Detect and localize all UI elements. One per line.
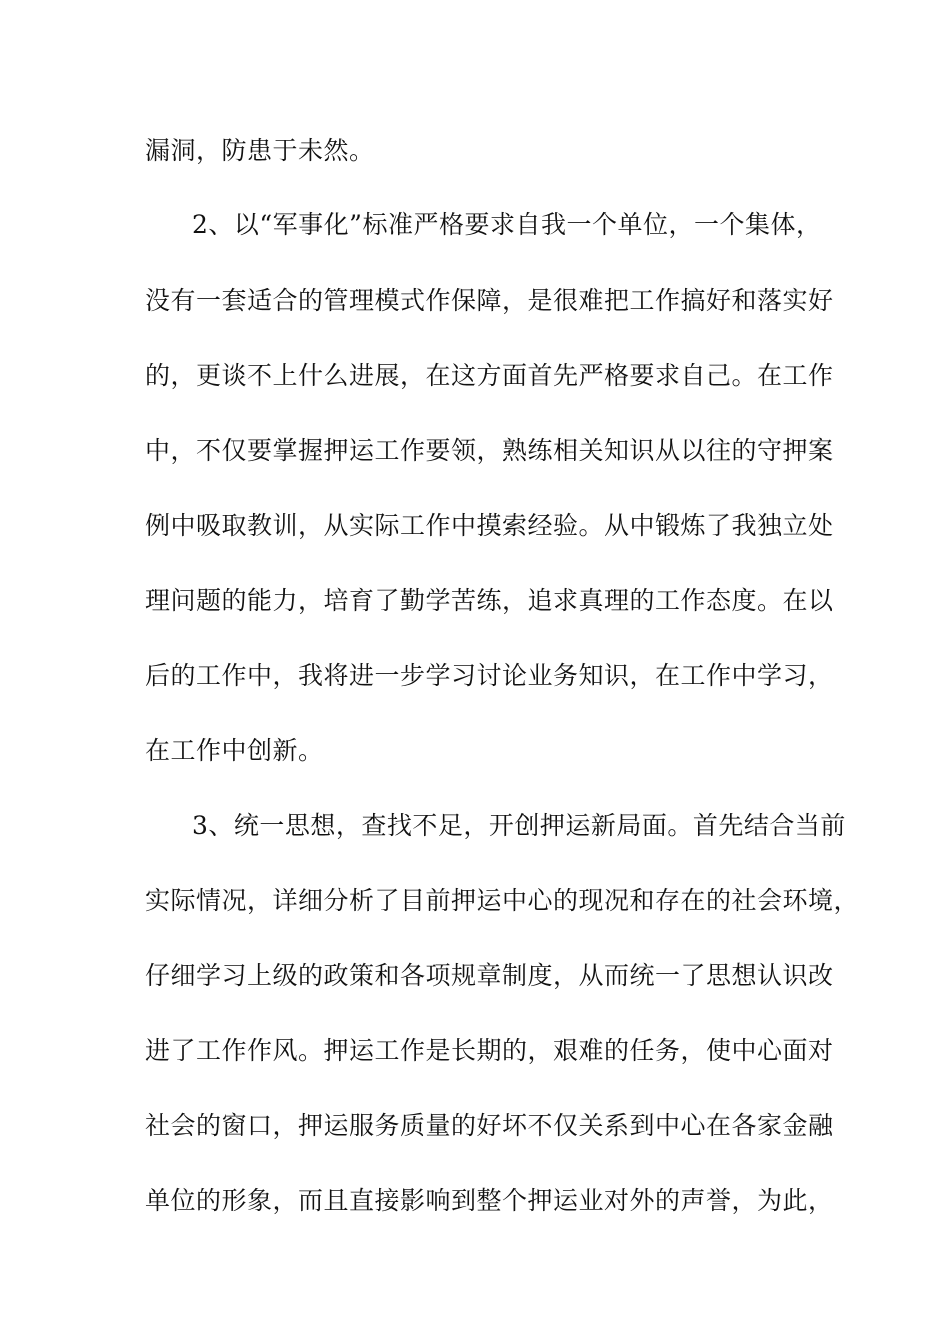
text-line: 没有一套适合的管理模式作保障，是很难把工作搞好和落实好 — [145, 286, 834, 315]
text-line: 在工作中创新。 — [145, 736, 324, 765]
text-line: 单位的形象，而且直接影响到整个押运业对外的声誉，为此， — [145, 1186, 834, 1215]
paragraph-line: 2、以“军事化”标准严格要求自我一个单位，一个集体， — [192, 210, 822, 239]
text-line: 中，不仅要掌握押运工作要领，熟练相关知识从以往的守押案 — [145, 436, 834, 465]
text-line: 例中吸取教训，从实际工作中摸索经验。从中锻炼了我独立处 — [145, 511, 834, 540]
paragraph-line: 3、统一思想，查找不足，开创押运新局面。首先结合当前 — [192, 811, 846, 840]
text-line: 理问题的能力，培育了勤学苦练，追求真理的工作态度。在以 — [145, 586, 834, 615]
text-line: 后的工作中，我将进一步学习讨论业务知识，在工作中学习， — [145, 661, 834, 690]
text-line: 的，更谈不上什么进展，在这方面首先严格要求自己。在工作 — [145, 361, 834, 390]
text-line: 实际情况，详细分析了目前押运中心的现况和存在的社会环境， — [145, 886, 860, 915]
text-line: 进了工作作风。押运工作是长期的，艰难的任务，使中心面对 — [145, 1036, 834, 1065]
text-line: 仔细学习上级的政策和各项规章制度，从而统一了思想认识改 — [145, 961, 834, 990]
text-line: 漏洞，防患于未然。 — [145, 136, 375, 165]
text-line: 社会的窗口，押运服务质量的好坏不仅关系到中心在各家金融 — [145, 1111, 834, 1140]
